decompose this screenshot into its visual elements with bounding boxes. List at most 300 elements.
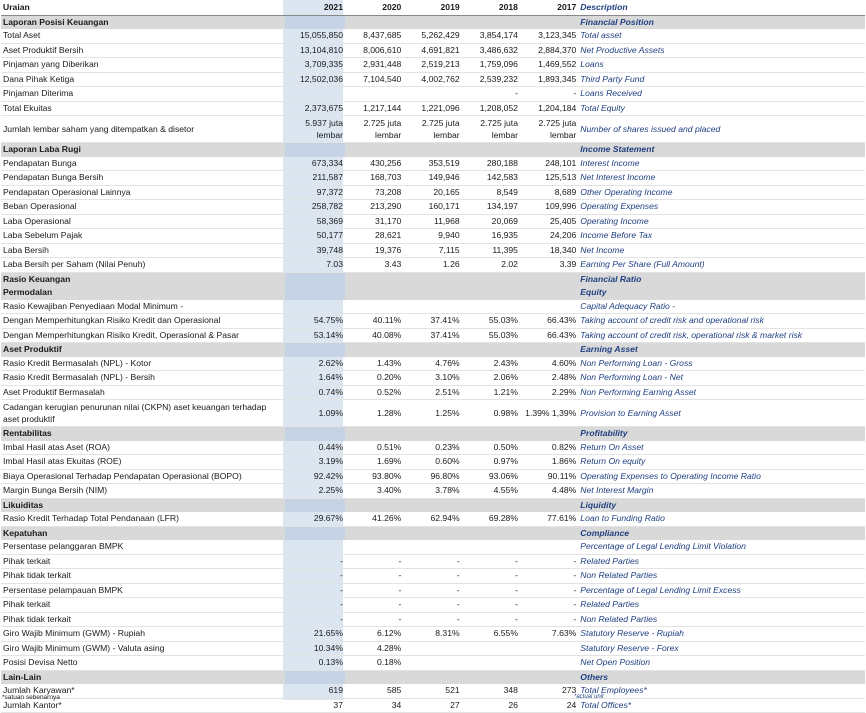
table-row [1, 641, 865, 656]
row-description: Total Offices* [578, 698, 865, 713]
table-body [1, 15, 865, 713]
value-2020: 73,208 [345, 185, 403, 200]
row-label: Rasio Kredit Bermasalah (NPL) - Kotor [1, 357, 285, 371]
value-2020: 1.69% [345, 455, 403, 470]
value-2021: - [285, 612, 345, 627]
table-row [1, 484, 865, 499]
table-row [1, 400, 865, 427]
value-2019 [403, 641, 461, 656]
value-2019: 3.10% [403, 371, 461, 386]
value-2020: 7,104,540 [345, 72, 403, 87]
value-2018: 11,395 [462, 243, 520, 258]
value-2020: 4.28% [345, 641, 403, 656]
value-2018: - [462, 554, 520, 569]
row-description: Operating Expenses to Operating Income Ratio [578, 469, 865, 484]
table-row [1, 554, 865, 569]
value-2018: 20,069 [462, 214, 520, 229]
row-label: Margin Bunga Bersih (NIM) [1, 484, 285, 499]
value-2020: 2,931,448 [345, 58, 403, 73]
row-description: Percentage of Legal Lending Limit Violation [578, 540, 865, 554]
value-2017: 1.86% [520, 455, 578, 470]
row-label: Dengan Memperhitungkan Risiko Kredit, Operasional & Pasar [1, 328, 285, 343]
value-2018: - [462, 569, 520, 584]
value-2021 [285, 300, 345, 314]
value-2018: 142,583 [462, 171, 520, 186]
row-label: Jumlah Karyawan* [1, 684, 285, 698]
row-label: Laba Operasional [1, 214, 285, 229]
footnote-en: *actual unit [574, 694, 604, 700]
row-label: Laba Bersih [1, 243, 285, 258]
value-2019: 160,171 [403, 200, 461, 215]
value-2018 [462, 656, 520, 671]
value-2018: 2.02 [462, 258, 520, 273]
value-2019 [403, 143, 461, 157]
value-2021 [285, 286, 345, 300]
header-uraian: Uraian [1, 1, 285, 15]
value-2017: 2.48% [520, 371, 578, 386]
value-2020: 213,290 [345, 200, 403, 215]
value-2020 [345, 526, 403, 540]
value-2018: 2,539,232 [462, 72, 520, 87]
value-2018: 1,759,096 [462, 58, 520, 73]
value-2020 [345, 427, 403, 441]
value-2019: 1,221,096 [403, 101, 461, 116]
row-description: Others [578, 670, 865, 684]
value-2019: 0.23% [403, 441, 461, 455]
value-2018 [462, 498, 520, 512]
value-2017: 3,123,345 [520, 29, 578, 43]
value-2017 [520, 343, 578, 357]
value-2021: 211,587 [285, 171, 345, 186]
value-2021: 37 [285, 698, 345, 713]
value-2019 [403, 15, 461, 29]
value-2021: 29.67% [285, 512, 345, 526]
table-row [1, 229, 865, 244]
row-label: Laba Bersih per Saham (Nilai Penuh) [1, 258, 285, 273]
row-description: Income Before Tax [578, 229, 865, 244]
value-2017: - [520, 598, 578, 613]
value-2020: 3.40% [345, 484, 403, 499]
table-row [1, 357, 865, 371]
row-description: Loan to Funding Ratio [578, 512, 865, 526]
value-2017 [520, 286, 578, 300]
value-2020: - [345, 554, 403, 569]
table-row [1, 258, 865, 273]
section-row [1, 670, 865, 684]
row-description: Loans [578, 58, 865, 73]
table-row [1, 87, 865, 102]
value-2017 [520, 641, 578, 656]
value-2021 [285, 15, 345, 29]
value-2018: 0.50% [462, 441, 520, 455]
table-row [1, 116, 865, 143]
value-2018: 6.55% [462, 627, 520, 642]
value-2020: 168,703 [345, 171, 403, 186]
row-description: Non Related Parties [578, 569, 865, 584]
financial-highlights-table [1, 1, 865, 713]
section-row [1, 498, 865, 512]
value-2017: 4.60% [520, 357, 578, 371]
row-description: Provision to Earning Asset [578, 400, 865, 427]
value-2017: 1,204,184 [520, 101, 578, 116]
row-description: Financial Ratio [578, 272, 865, 286]
row-label: Lain-Lain [1, 670, 285, 684]
table-row [1, 469, 865, 484]
table-row [1, 72, 865, 87]
value-2018: 1.21% [462, 385, 520, 400]
value-2020 [345, 15, 403, 29]
row-description: Return On equity [578, 455, 865, 470]
value-2018 [462, 143, 520, 157]
row-description: Statutory Reserve - Rupiah [578, 627, 865, 642]
row-label: Jumlah Kantor* [1, 698, 285, 713]
value-2017: 1,893,345 [520, 72, 578, 87]
value-2017: 18,340 [520, 243, 578, 258]
table-row [1, 455, 865, 470]
value-2017 [520, 656, 578, 671]
value-2018: 1,208,052 [462, 101, 520, 116]
table-row [1, 512, 865, 526]
value-2020: 40.11% [345, 314, 403, 329]
row-label: Posisi Devisa Netto [1, 656, 285, 671]
row-description: Equity [578, 286, 865, 300]
row-label: Rasio Kredit Bermasalah (NPL) - Bersih [1, 371, 285, 386]
value-2017: - [520, 87, 578, 102]
value-2018 [462, 343, 520, 357]
value-2021: 92.42% [285, 469, 345, 484]
row-label: Aset Produktif Bersih [1, 43, 285, 58]
value-2019 [403, 286, 461, 300]
row-label: Pihak tidak terkait [1, 612, 285, 627]
value-2018: 2.06% [462, 371, 520, 386]
value-2018: 134,197 [462, 200, 520, 215]
value-2020: 0.18% [345, 656, 403, 671]
row-label: Total Ekuitas [1, 101, 285, 116]
value-2020: 0.52% [345, 385, 403, 400]
table-row [1, 684, 865, 698]
row-description: Return On Asset [578, 441, 865, 455]
value-2017 [520, 300, 578, 314]
value-2018 [462, 540, 520, 554]
value-2018: - [462, 598, 520, 613]
row-description: Income Statement [578, 143, 865, 157]
value-2020: 19,376 [345, 243, 403, 258]
value-2018: 3,486,632 [462, 43, 520, 58]
table-row [1, 612, 865, 627]
value-2018 [462, 300, 520, 314]
value-2017: 25,405 [520, 214, 578, 229]
value-2017 [520, 143, 578, 157]
table-row [1, 598, 865, 613]
header-year-2019: 2019 [403, 1, 461, 15]
row-description: Earning Asset [578, 343, 865, 357]
row-description: Non Performing Loan - Gross [578, 357, 865, 371]
value-2019: 149,946 [403, 171, 461, 186]
value-2021: 0.13% [285, 656, 345, 671]
value-2018: 55.03% [462, 314, 520, 329]
value-2021: 5.937 juta lembar [285, 116, 345, 143]
value-2020: 1.28% [345, 400, 403, 427]
row-description: Total Equity [578, 101, 865, 116]
value-2021: - [285, 569, 345, 584]
value-2020: 34 [345, 698, 403, 713]
value-2017: - [520, 554, 578, 569]
value-2020: - [345, 598, 403, 613]
value-2021 [285, 670, 345, 684]
row-label: Pendapatan Bunga [1, 157, 285, 171]
header-row [1, 1, 865, 15]
value-2018: 2.43% [462, 357, 520, 371]
row-label: Jumlah lembar saham yang ditempatkan & disetor [1, 116, 285, 143]
value-2020: 8,006,610 [345, 43, 403, 58]
value-2018: - [462, 583, 520, 598]
section-row [1, 272, 865, 286]
value-2020: - [345, 612, 403, 627]
row-description: Compliance [578, 526, 865, 540]
value-2019: - [403, 569, 461, 584]
row-label: Giro Wajib Minimum (GWM) - Valuta asing [1, 641, 285, 656]
value-2021 [285, 87, 345, 102]
value-2017: 1.39% 1,39% [520, 400, 578, 427]
section-row [1, 286, 865, 300]
value-2021: 1.09% [285, 400, 345, 427]
value-2018: - [462, 612, 520, 627]
value-2020 [345, 272, 403, 286]
value-2021: 2.25% [285, 484, 345, 499]
value-2018: 0.97% [462, 455, 520, 470]
value-2020: 0.20% [345, 371, 403, 386]
row-description: Profitability [578, 427, 865, 441]
value-2020 [345, 143, 403, 157]
value-2017: 2.29% [520, 385, 578, 400]
value-2019 [403, 526, 461, 540]
value-2020: 3.43 [345, 258, 403, 273]
value-2019: - [403, 554, 461, 569]
value-2020: 2.725 juta lembar [345, 116, 403, 143]
footnote-id: *satuan sebenarnya [2, 694, 60, 701]
row-description: Total Employees* [578, 684, 865, 698]
value-2021: 54.75% [285, 314, 345, 329]
value-2019: 4,691,821 [403, 43, 461, 58]
value-2019: 4.76% [403, 357, 461, 371]
value-2019 [403, 87, 461, 102]
value-2019: 96.80% [403, 469, 461, 484]
value-2019 [403, 656, 461, 671]
table-row [1, 328, 865, 343]
value-2020: 40.08% [345, 328, 403, 343]
table-row [1, 583, 865, 598]
value-2019: 1.26 [403, 258, 461, 273]
value-2019 [403, 343, 461, 357]
value-2020: - [345, 583, 403, 598]
value-2021: 2,373,675 [285, 101, 345, 116]
value-2017 [520, 540, 578, 554]
table-row [1, 441, 865, 455]
row-label: Likuiditas [1, 498, 285, 512]
value-2018: 3,854,174 [462, 29, 520, 43]
value-2018: 4.55% [462, 484, 520, 499]
row-description: Non Related Parties [578, 612, 865, 627]
section-row [1, 15, 865, 29]
value-2020: 28,621 [345, 229, 403, 244]
value-2017: 77.61% [520, 512, 578, 526]
value-2021: 3.19% [285, 455, 345, 470]
value-2017: - [520, 583, 578, 598]
row-description: Related Parties [578, 598, 865, 613]
value-2019: 2.51% [403, 385, 461, 400]
value-2017: 248,101 [520, 157, 578, 171]
value-2017 [520, 272, 578, 286]
value-2018 [462, 15, 520, 29]
value-2020 [345, 87, 403, 102]
value-2017: 24 [520, 698, 578, 713]
value-2020: 430,256 [345, 157, 403, 171]
value-2019: 353,519 [403, 157, 461, 171]
row-label: Laporan Posisi Keuangan [1, 15, 285, 29]
table-row [1, 385, 865, 400]
value-2019: 37.41% [403, 314, 461, 329]
row-description: Net Interest Margin [578, 484, 865, 499]
value-2017: 109,996 [520, 200, 578, 215]
row-description: Statutory Reserve - Forex [578, 641, 865, 656]
row-label: Rasio Kredit Terhadap Total Pendanaan (LFR) [1, 512, 285, 526]
row-label: Rentabilitas [1, 427, 285, 441]
row-description: Other Operating Income [578, 185, 865, 200]
value-2021 [285, 540, 345, 554]
value-2021 [285, 143, 345, 157]
row-description: Number of shares issued and placed [578, 116, 865, 143]
value-2017: 7.63% [520, 627, 578, 642]
value-2021: - [285, 598, 345, 613]
value-2017: 2.725 juta lembar [520, 116, 578, 143]
value-2020: - [345, 569, 403, 584]
value-2018 [462, 272, 520, 286]
row-label: Giro Wajib Minimum (GWM) - Rupiah [1, 627, 285, 642]
value-2017: - [520, 612, 578, 627]
value-2019 [403, 540, 461, 554]
row-description: Related Parties [578, 554, 865, 569]
row-description: Operating Expenses [578, 200, 865, 215]
header-description: Description [578, 1, 865, 15]
header-year-2020: 2020 [345, 1, 403, 15]
row-description: Operating Income [578, 214, 865, 229]
row-description: Earning Per Share (Full Amount) [578, 258, 865, 273]
value-2019: 62.94% [403, 512, 461, 526]
value-2018 [462, 641, 520, 656]
value-2021: - [285, 554, 345, 569]
value-2018: 16,935 [462, 229, 520, 244]
value-2020: 0.51% [345, 441, 403, 455]
row-description: Liquidity [578, 498, 865, 512]
value-2019 [403, 498, 461, 512]
row-label: Cadangan kerugian penurunan nilai (CKPN) aset keuangan terhadap aset produktif [1, 400, 285, 427]
value-2018 [462, 286, 520, 300]
value-2017: 2,884,370 [520, 43, 578, 58]
row-label: Imbal Hasil atas Aset (ROA) [1, 441, 285, 455]
value-2021: 673,334 [285, 157, 345, 171]
row-description: Percentage of Legal Lending Limit Excess [578, 583, 865, 598]
value-2019 [403, 272, 461, 286]
row-description: Financial Position [578, 15, 865, 29]
table-row [1, 171, 865, 186]
value-2021: 2.62% [285, 357, 345, 371]
value-2018: 55.03% [462, 328, 520, 343]
row-label: Imbal Hasil atas Ekuitas (ROE) [1, 455, 285, 470]
row-description: Net Income [578, 243, 865, 258]
value-2021: 1.64% [285, 371, 345, 386]
value-2021: - [285, 583, 345, 598]
value-2019: 8.31% [403, 627, 461, 642]
value-2019: 0.60% [403, 455, 461, 470]
value-2021: 7.03 [285, 258, 345, 273]
value-2019: 3.78% [403, 484, 461, 499]
value-2021: 53.14% [285, 328, 345, 343]
value-2021: 12,502,036 [285, 72, 345, 87]
value-2021: 50,177 [285, 229, 345, 244]
value-2018: 93.06% [462, 469, 520, 484]
table-row [1, 200, 865, 215]
row-label: Rasio Kewajiban Penyediaan Modal Minimum - [1, 300, 285, 314]
row-label: Pihak terkait [1, 554, 285, 569]
row-label: Pendapatan Bunga Bersih [1, 171, 285, 186]
value-2017: 66.43% [520, 328, 578, 343]
value-2017: 66.43% [520, 314, 578, 329]
value-2017 [520, 427, 578, 441]
value-2017 [520, 498, 578, 512]
value-2021: 0.74% [285, 385, 345, 400]
value-2019 [403, 300, 461, 314]
value-2019: 11,968 [403, 214, 461, 229]
value-2019: - [403, 598, 461, 613]
row-label: Laba Sebelum Pajak [1, 229, 285, 244]
value-2019: 37.41% [403, 328, 461, 343]
value-2018: 348 [462, 684, 520, 698]
row-label: Pihak terkait [1, 598, 285, 613]
value-2019: 27 [403, 698, 461, 713]
value-2020 [345, 300, 403, 314]
row-label: Total Aset [1, 29, 285, 43]
value-2017: 4.48% [520, 484, 578, 499]
value-2017: 273 [520, 684, 578, 698]
value-2021: 0.44% [285, 441, 345, 455]
value-2021: 258,782 [285, 200, 345, 215]
value-2017: 125,513 [520, 171, 578, 186]
value-2020: 41.26% [345, 512, 403, 526]
value-2018: 0.98% [462, 400, 520, 427]
row-description: Taking account of credit risk and operational risk [578, 314, 865, 329]
value-2020 [345, 540, 403, 554]
row-label: Persentase pelanggaran BMPK [1, 540, 285, 554]
value-2020 [345, 343, 403, 357]
value-2018: 69.28% [462, 512, 520, 526]
value-2017: 90.11% [520, 469, 578, 484]
value-2021 [285, 343, 345, 357]
value-2019: 7,115 [403, 243, 461, 258]
table-row [1, 698, 865, 713]
row-label: Biaya Operasional Terhadap Pendapatan Operasional (BOPO) [1, 469, 285, 484]
section-row [1, 343, 865, 357]
value-2019 [403, 427, 461, 441]
row-description: Taking account of credit risk, operational risk & market risk [578, 328, 865, 343]
row-label: Pinjaman Diterima [1, 87, 285, 102]
value-2021 [285, 272, 345, 286]
section-row [1, 526, 865, 540]
row-label: Aset Produktif [1, 343, 285, 357]
section-row [1, 143, 865, 157]
table-row [1, 43, 865, 58]
value-2019: 9,940 [403, 229, 461, 244]
row-description: Net Interest Income [578, 171, 865, 186]
